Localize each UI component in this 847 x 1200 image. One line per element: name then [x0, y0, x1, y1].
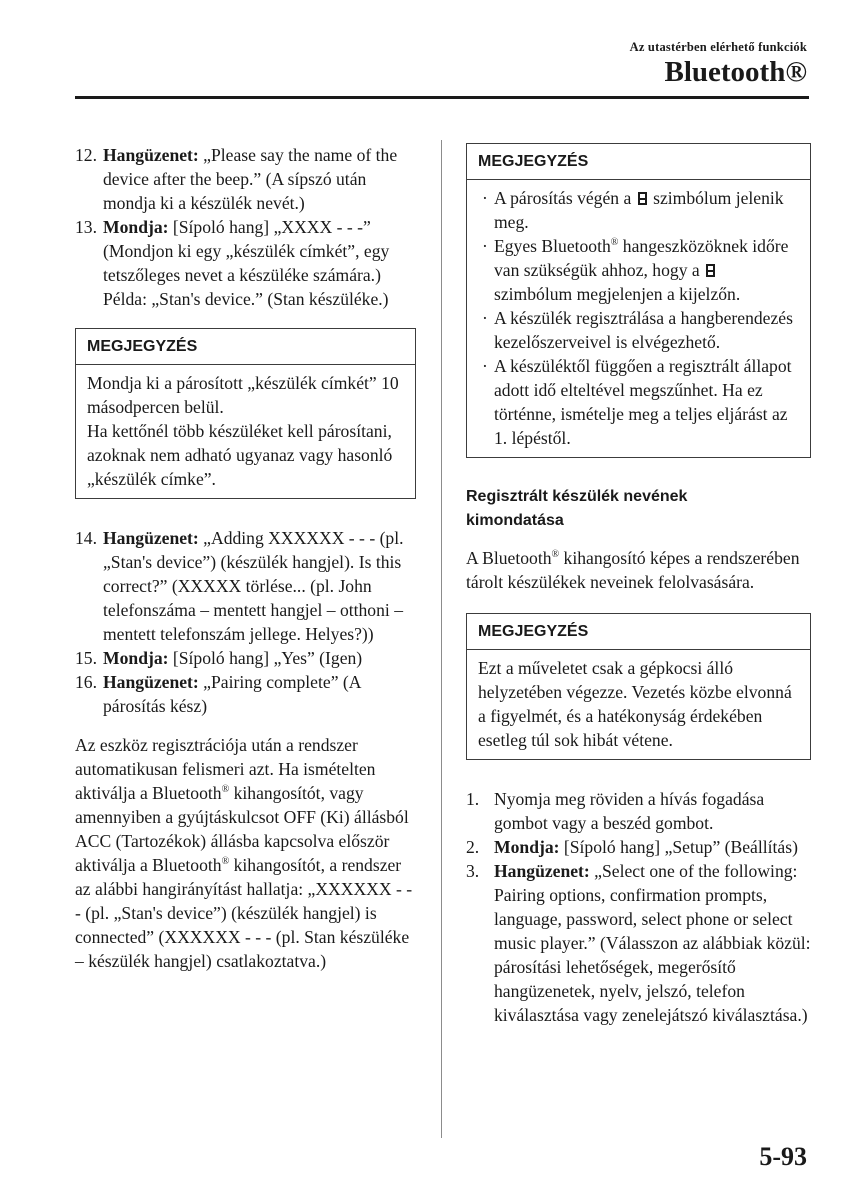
step-text: „Please say the name of the device after the beep.” (A sípszó után mondja ki a készülék nevét.) — [103, 145, 398, 213]
section-heading: Regisztrált készülék nevének kimondatása — [466, 488, 688, 529]
step-text: [Sípoló hang] „Yes” (Igen) — [168, 648, 363, 668]
note-bullet: · Egyes Bluetooth® hangeszközöknek időre van szükségük ahhoz, hogy a szimbólum megjelenjen a kijelzőn. — [482, 236, 789, 304]
note-box-pairing-symbol — [466, 143, 811, 458]
step-number: 14. — [75, 528, 97, 548]
step-example: Példa: „Stan's device.” (Stan készüléke.) — [103, 289, 389, 309]
left-column — [75, 143, 420, 973]
note-box-pairing-tag — [75, 328, 416, 499]
header-rule — [75, 96, 809, 99]
step-keyword: Mondja: — [494, 837, 560, 857]
note-body — [76, 365, 415, 498]
bullet-dot: · — [482, 188, 488, 208]
step-keyword: Mondja: — [103, 217, 169, 237]
step-16 — [75, 670, 420, 718]
note-paragraph: Ha kettőnél több készüléket kell párosítani, azoknak nem adható ugyanaz vagy hasonló „készülék címke”. — [87, 421, 393, 489]
step-text: „Pairing complete” (A párosítás kész) — [103, 672, 361, 716]
section-paragraph: A Bluetooth® kihangosító képes a rendszerében tárolt készülékek neveinek felolvasására. — [466, 548, 800, 592]
note-bullet: · A készülék regisztrálása a hangberendezés kezelőszerveivel is elvégezhető. — [482, 308, 793, 352]
note-heading: MEGJEGYZÉS — [76, 329, 415, 365]
step-keyword: Mondja: — [103, 648, 169, 668]
step-text: [Sípoló hang] „XXXX - - -” (Mondjon ki egy „készülék címkét”, egy tetszőleges nevet a készüléke számára.) — [103, 217, 390, 285]
step-number: 2. — [466, 837, 480, 857]
note-body — [467, 180, 810, 457]
bullet-dot: · — [482, 308, 488, 328]
bluetooth-indicator-icon — [706, 264, 715, 277]
step-keyword: Hangüzenet: — [103, 672, 199, 692]
step-15 — [75, 646, 420, 670]
step-number: 3. — [466, 861, 480, 881]
column-divider — [441, 140, 442, 1138]
page-number: 5-93 — [759, 1142, 807, 1171]
bullet-dot: · — [482, 236, 488, 256]
connection-paragraph: Az eszköz regisztrációja után a rendszer automatikusan felismeri azt. Ha ismételten aktiválja a Bluetooth® kihangosítót, vagy amennyiben a gyújtáskulcsot OFF (Ki) állásból ACC (Tartozékok) állásba kapcsolva először aktiválja a Bluetooth® kihangosítót, a rendszer az alábbi hangirányítást hallatja: „XXXXXX - - - (pl. „Stan's device”) (készülék hangjel) is connected” (XXXXXX - - - (pl. Stan készüléke – készülék hangjel) csatlakoztatva.) — [75, 735, 413, 971]
bluetooth-indicator-icon — [638, 192, 647, 205]
step-2 — [466, 835, 811, 859]
step-number: 1. — [466, 789, 480, 809]
step-text: [Sípoló hang] „Setup” (Beállítás) — [559, 837, 798, 857]
note-heading: MEGJEGYZÉS — [467, 144, 810, 180]
running-header-subtitle: Az utastérben elérhető funkciók — [629, 40, 807, 54]
step-text: Nyomja meg röviden a hívás fogadása gombot vagy a beszéd gombot. — [494, 789, 765, 833]
step-3 — [466, 859, 811, 1027]
step-keyword: Hangüzenet: — [103, 145, 199, 165]
step-text: „Adding XXXXXX - - - (pl. „Stan's device”) (készülék hangjel). Is this correct?” (XXXXX törlése... (pl. John telefonszáma – mentett hangjel – otthoni – mentett telefonszám jellege. Helyes?)) — [103, 528, 404, 644]
note-paragraph: Mondja ki a párosított „készülék címkét” 10 másodpercen belül. — [87, 373, 399, 417]
note-heading: MEGJEGYZÉS — [467, 614, 810, 650]
step-number: 12. — [75, 145, 97, 165]
bullet-dot: · — [482, 356, 488, 376]
note-bullet: · A párosítás végén a szimbólum jelenik meg. — [482, 188, 784, 232]
note-box-safety — [466, 613, 811, 760]
note-body — [467, 650, 810, 759]
step-keyword: Hangüzenet: — [103, 528, 199, 548]
step-number: 15. — [75, 648, 97, 668]
note-paragraph: Ezt a műveletet csak a gépkocsi álló helyzetében végezze. Vezetés közbe elvonná a figyelmét, és a hatékonyság érdekében esetleg túl sok hibát vétene. — [478, 658, 792, 750]
note-bullet: · A készüléktől függően a regisztrált állapot adott idő elteltével megszűnhet. Ha ez történne, ismételje meg a teljes eljárást az 1. lépéstől. — [482, 356, 792, 448]
step-13 — [75, 215, 420, 311]
step-number: 16. — [75, 672, 97, 692]
step-number: 13. — [75, 217, 97, 237]
step-keyword: Hangüzenet: — [494, 861, 590, 881]
right-column — [466, 143, 811, 1027]
running-header-title: Bluetooth® — [664, 56, 807, 88]
step-1 — [466, 787, 811, 835]
step-14 — [75, 526, 420, 646]
step-12 — [75, 143, 420, 215]
step-text: „Select one of the following: Pairing options, confirmation prompts, language, password, select phone or select music player.” (Válasszon az alábbiak közül: párosítási lehetőségek, megerősítő hangüzenetek, nyelv, jelszó, telefon kiválasztása vagy zenelejátszó kiválasztása.) — [494, 861, 811, 1025]
